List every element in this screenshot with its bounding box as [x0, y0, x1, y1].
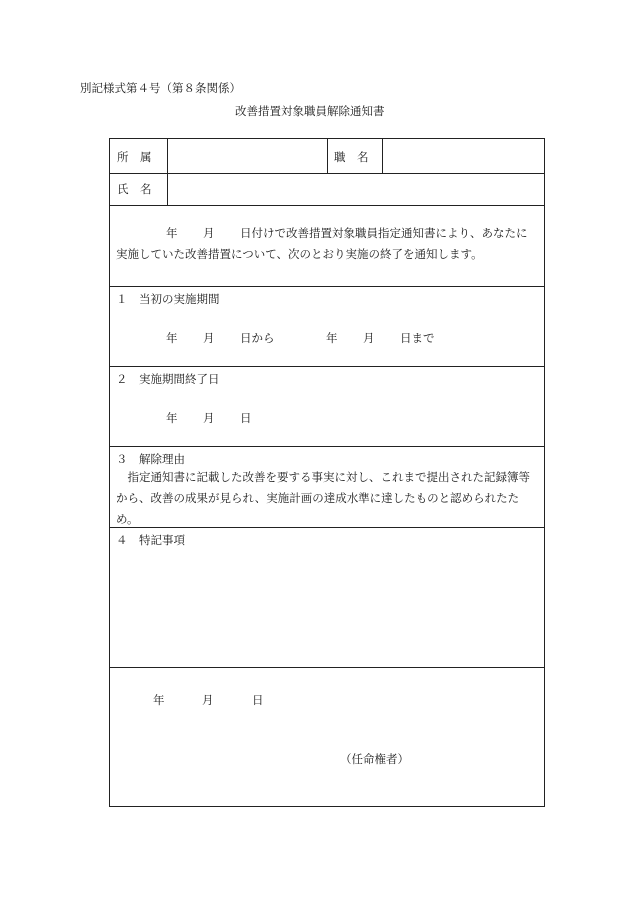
- section-1-title: １ 当初の実施期間: [116, 292, 220, 306]
- form-number: 別記様式第４号（第８条関係）: [80, 81, 241, 95]
- end-day: 日まで: [400, 331, 435, 345]
- row-divider: [110, 446, 544, 447]
- position-label: 職 名: [334, 150, 369, 164]
- row-divider: [110, 667, 544, 668]
- row-divider: [110, 286, 544, 287]
- notice-form-table: [109, 138, 545, 807]
- affiliation-label: 所 属: [117, 150, 152, 164]
- footer-day: 日: [252, 693, 264, 707]
- footer-year: 年: [153, 693, 165, 707]
- footer-month: 月: [202, 693, 214, 707]
- row-divider: [110, 173, 544, 174]
- start-day: 日から: [240, 331, 275, 345]
- column-divider: [167, 139, 168, 205]
- notice-date-year: 年: [166, 226, 178, 240]
- termination-day: 日: [240, 411, 252, 425]
- notice-line-1: 日付けで改善措置対象職員指定通知書により、あなたに: [240, 226, 528, 240]
- start-year: 年: [166, 331, 178, 345]
- section-4-title: ４ 特記事項: [116, 533, 185, 547]
- column-divider: [327, 139, 328, 173]
- column-divider: [382, 139, 383, 173]
- name-label: 氏 名: [117, 182, 152, 196]
- release-reason-text: 指定通知書に記載した改善を要する事実に対し、これまで提出された記録簿等から、改善の成果が見られ、実施計画の達成水準に達したものと認められたため。: [116, 470, 530, 526]
- row-divider: [110, 366, 544, 367]
- appointing-authority: （任命権者）: [340, 752, 409, 766]
- section-2-title: ２ 実施期間終了日: [116, 372, 220, 386]
- position-field[interactable]: [390, 149, 538, 165]
- affiliation-field[interactable]: [174, 149, 322, 165]
- name-field[interactable]: [174, 181, 534, 197]
- start-month: 月: [203, 331, 215, 345]
- end-year: 年: [326, 331, 338, 345]
- notice-date-month: 月: [203, 226, 215, 240]
- termination-month: 月: [203, 411, 215, 425]
- row-divider: [110, 205, 544, 206]
- special-notes-field[interactable]: [116, 553, 536, 658]
- document-title: 改善措置対象職員解除通知書: [235, 104, 385, 118]
- end-month: 月: [363, 331, 375, 345]
- termination-year: 年: [166, 411, 178, 425]
- notice-line-2: 実施していた改善措置について、次のとおり実施の終了を通知します。: [116, 247, 483, 261]
- section-3-title: ３ 解除理由: [116, 452, 185, 466]
